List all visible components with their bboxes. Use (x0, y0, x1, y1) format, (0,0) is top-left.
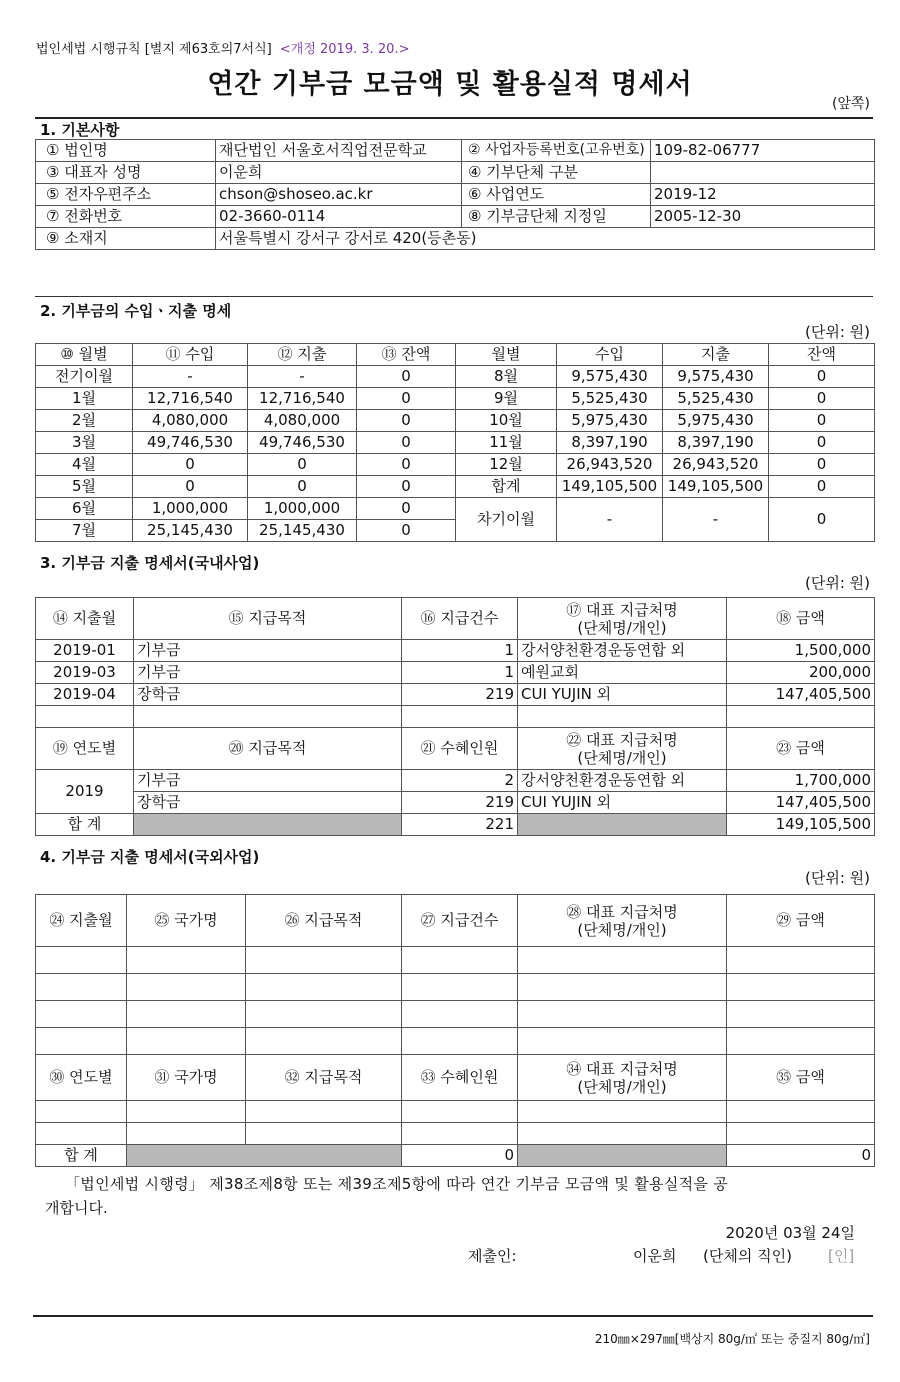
section4-unit: (단위: 원) (805, 869, 870, 887)
cell: 26,943,520 (557, 454, 663, 476)
cell: 0 (248, 476, 357, 498)
col-year: ⑲ 연도별 (36, 728, 134, 770)
col-purpose: ⑮ 지급목적 (134, 598, 402, 640)
cell: 8,397,190 (557, 432, 663, 454)
statement (45, 1172, 860, 1220)
label: ① 법인명 (36, 140, 216, 162)
table-row (36, 366, 875, 388)
cell: 0 (133, 454, 248, 476)
table-row (36, 498, 875, 520)
label: ⑨ 소재지 (36, 228, 216, 250)
cell: 25,145,430 (133, 520, 248, 542)
cell: 1,700,000 (727, 770, 875, 792)
cell: 8,397,190 (663, 432, 769, 454)
label: ⑧ 기부금단체 지정일 (462, 206, 651, 228)
revision-note: <개정 2019. 3. 20.> (279, 42, 410, 57)
shaded-cell (518, 814, 727, 836)
cell: 4,080,000 (248, 410, 357, 432)
cell: 9,575,430 (557, 366, 663, 388)
table-row (36, 432, 875, 454)
cell (402, 1123, 518, 1145)
cell: 0 (769, 366, 875, 388)
col-expense: ⑫ 지출 (248, 344, 357, 366)
cell: 49,746,530 (133, 432, 248, 454)
carry-cell: - (663, 498, 769, 542)
cell: 0 (357, 366, 456, 388)
value: chson@shoseo.ac.kr (216, 184, 462, 206)
cell: 5,975,430 (557, 410, 663, 432)
cell (518, 1001, 727, 1028)
cell (402, 1001, 518, 1028)
recipient-header: ㉒ 대표 지급처명 (566, 730, 678, 749)
cell (246, 1028, 402, 1055)
cell: 4,080,000 (133, 410, 248, 432)
cell: - (133, 366, 248, 388)
cell (727, 974, 875, 1001)
col-expense: 지출 (663, 344, 769, 366)
recipient-header: ⑰ 대표 지급처명 (566, 600, 678, 619)
label: ④ 기부단체 구분 (462, 162, 651, 184)
cell (402, 706, 518, 728)
cell: 5,525,430 (663, 388, 769, 410)
basic-row (36, 206, 875, 228)
col-month: ㉔ 지출월 (36, 895, 127, 947)
table-row (36, 684, 875, 706)
page-title: 연간 기부금 모금액 및 활용실적 명세서 (207, 69, 693, 100)
cell (727, 706, 875, 728)
cell: 12,716,540 (248, 388, 357, 410)
table-row (36, 947, 875, 974)
label: ⑦ 전화번호 (36, 206, 216, 228)
total-row (36, 814, 875, 836)
total-label: 합 계 (36, 814, 134, 836)
section4-title: 4. 기부금 지출 명세서(국외사업) (40, 848, 260, 866)
seal-mark: [인] (828, 1247, 855, 1265)
cell: 5월 (36, 476, 133, 498)
cell (36, 947, 127, 974)
cell: 0 (357, 388, 456, 410)
cell: 2019-03 (36, 662, 134, 684)
col-recipient (518, 1055, 727, 1101)
header-row (36, 728, 875, 770)
cell: 8월 (456, 366, 557, 388)
col-recipient (518, 895, 727, 947)
recipient-subheader: (단체명/개인) (577, 920, 667, 939)
cell: 219 (402, 684, 518, 706)
cell (518, 947, 727, 974)
col-balance: 잔액 (769, 344, 875, 366)
cell: 0 (769, 432, 875, 454)
cell: 0 (357, 432, 456, 454)
section1-title: 1. 기본사항 (40, 121, 120, 139)
value: 109-82-06777 (651, 140, 875, 162)
table-row (36, 388, 875, 410)
cell: 0 (769, 388, 875, 410)
cell: 2019-01 (36, 640, 134, 662)
cell (127, 974, 246, 1001)
cell (127, 947, 246, 974)
col-purpose: ⑳ 지급목적 (134, 728, 402, 770)
page-side: (앞쪽) (832, 96, 870, 112)
recipient-header: ㉞ 대표 지급처명 (566, 1059, 678, 1078)
cell (518, 1123, 727, 1145)
table-row (36, 706, 875, 728)
cell: 강서양천환경운동연합 외 (518, 640, 727, 662)
cell: 0 (357, 410, 456, 432)
cell (727, 1001, 875, 1028)
cell: CUI YUJIN 외 (518, 684, 727, 706)
cell: 기부금 (134, 640, 402, 662)
basic-row (36, 140, 875, 162)
cell: 0 (133, 476, 248, 498)
col-recipient (518, 598, 727, 640)
section3-unit: (단위: 원) (805, 574, 870, 592)
recipient-subheader: (단체명/개인) (577, 748, 667, 767)
cell: 기부금 (134, 770, 402, 792)
cell: 예원교회 (518, 662, 727, 684)
header-row (36, 598, 875, 640)
value: 2019-12 (651, 184, 875, 206)
cell: 12,716,540 (133, 388, 248, 410)
paper-spec: 210㎜×297㎜[백상지 80g/㎡ 또는 중질지 80g/㎡] (594, 1332, 870, 1346)
cell: 0 (248, 454, 357, 476)
total-label: 합 계 (36, 1145, 127, 1167)
cell: 0 (357, 498, 456, 520)
label: ② 사업자등록번호(고유번호) (462, 140, 651, 162)
col-amount: ㉓ 금액 (727, 728, 875, 770)
cell: 3월 (36, 432, 133, 454)
table-row (36, 640, 875, 662)
header-row (36, 1055, 875, 1101)
cell: 0 (357, 476, 456, 498)
table-row (36, 974, 875, 1001)
cell (36, 1123, 127, 1145)
shaded-cell (518, 1145, 727, 1167)
cell: 1 (402, 662, 518, 684)
basic-row (36, 162, 875, 184)
overseas-expense-table (35, 894, 875, 1167)
table-row (36, 792, 875, 814)
col-purpose: ㉜ 지급목적 (246, 1055, 402, 1101)
submitter-position: (단체의 직인) (703, 1247, 792, 1265)
col-month: 월별 (456, 344, 557, 366)
cell: 5,525,430 (557, 388, 663, 410)
cell (246, 1123, 402, 1145)
col-amount: ⑱ 금액 (727, 598, 875, 640)
cell (127, 1001, 246, 1028)
col-amount: ㉟ 금액 (727, 1055, 875, 1101)
col-beneficiaries: ㉑ 수혜인원 (402, 728, 518, 770)
cell (36, 1028, 127, 1055)
label: ⑥ 사업연도 (462, 184, 651, 206)
cell: 9월 (456, 388, 557, 410)
value: 02-3660-0114 (216, 206, 462, 228)
cell: 전기이월 (36, 366, 133, 388)
cell (246, 1101, 402, 1123)
total-row (36, 1145, 875, 1167)
cell: 9,575,430 (663, 366, 769, 388)
cell: 219 (402, 792, 518, 814)
cell (36, 1101, 127, 1123)
value: 재단법인 서울호서직업전문학교 (216, 140, 462, 162)
header-row (36, 344, 875, 366)
section2-unit: (단위: 원) (805, 323, 870, 341)
cell: 0 (769, 410, 875, 432)
cell: 기부금 (134, 662, 402, 684)
value: 이운희 (216, 162, 462, 184)
total-count: 0 (402, 1145, 518, 1167)
cell (134, 706, 402, 728)
carry-cell: 차기이월 (456, 498, 557, 542)
submission-date: 2020년 03월 24일 (725, 1224, 855, 1242)
cell (518, 706, 727, 728)
cell: 0 (769, 476, 875, 498)
recipient-header: ㉘ 대표 지급처명 (566, 902, 678, 921)
col-balance: ⑬ 잔액 (357, 344, 456, 366)
cell: 2 (402, 770, 518, 792)
col-country: ㉛ 국가명 (127, 1055, 246, 1101)
cell: 2019-04 (36, 684, 134, 706)
cell: 7월 (36, 520, 133, 542)
col-recipient (518, 728, 727, 770)
statement-line2: 개합니다. (45, 1199, 108, 1217)
table-row (36, 1028, 875, 1055)
carry-cell: 0 (769, 498, 875, 542)
total-count: 221 (402, 814, 518, 836)
income-expense-table (35, 343, 875, 542)
cell: 0 (357, 454, 456, 476)
cell (36, 706, 134, 728)
col-beneficiaries: ㉝ 수혜인원 (402, 1055, 518, 1101)
cell: 5,975,430 (663, 410, 769, 432)
cell (727, 1123, 875, 1145)
cell: - (248, 366, 357, 388)
cell: 6월 (36, 498, 133, 520)
cell (727, 947, 875, 974)
cell: 11월 (456, 432, 557, 454)
cell: 1 (402, 640, 518, 662)
cell (402, 1101, 518, 1123)
cell (127, 1123, 246, 1145)
cell (402, 1028, 518, 1055)
carry-cell: - (557, 498, 663, 542)
cell (246, 974, 402, 1001)
total-amount: 149,105,500 (727, 814, 875, 836)
col-year: ㉚ 연도별 (36, 1055, 127, 1101)
col-count: ⑯ 지급건수 (402, 598, 518, 640)
submitter-label: 제출인: (468, 1247, 517, 1265)
cell (127, 1028, 246, 1055)
col-count: ㉗ 지급건수 (402, 895, 518, 947)
col-purpose: ㉖ 지급목적 (246, 895, 402, 947)
col-income: ⑪ 수입 (133, 344, 248, 366)
cell: 0 (357, 520, 456, 542)
cell (727, 1028, 875, 1055)
col-amount: ㉙ 금액 (727, 895, 875, 947)
col-country: ㉕ 국가명 (127, 895, 246, 947)
total-amount: 0 (727, 1145, 875, 1167)
cell: 1,500,000 (727, 640, 875, 662)
cell: 장학금 (134, 684, 402, 706)
cell (518, 1101, 727, 1123)
address-value: 서울특별시 강서구 강서로 420(등촌동) (216, 228, 875, 250)
submitter-name: 이운희 (633, 1247, 677, 1265)
cell (246, 1001, 402, 1028)
cell (518, 1028, 727, 1055)
cell (402, 974, 518, 1001)
label: ⑤ 전자우편주소 (36, 184, 216, 206)
submitter-line (468, 1245, 863, 1266)
cell (518, 974, 727, 1001)
cell: 4월 (36, 454, 133, 476)
table-row (36, 1001, 875, 1028)
table-row (36, 1101, 875, 1123)
basic-row (36, 228, 875, 250)
cell (127, 1101, 246, 1123)
cell (246, 947, 402, 974)
cell: 0 (769, 454, 875, 476)
form-reference (36, 38, 409, 57)
table-row (36, 662, 875, 684)
cell: 10월 (456, 410, 557, 432)
shaded-cell (127, 1145, 402, 1167)
cell: 49,746,530 (248, 432, 357, 454)
cell: CUI YUJIN 외 (518, 792, 727, 814)
cell (402, 947, 518, 974)
cell: 26,943,520 (663, 454, 769, 476)
recipient-subheader: (단체명/개인) (577, 1077, 667, 1096)
cell: 1월 (36, 388, 133, 410)
cell: 12월 (456, 454, 557, 476)
cell: 1,000,000 (133, 498, 248, 520)
cell (36, 974, 127, 1001)
domestic-expense-table (35, 597, 875, 836)
shaded-cell (134, 814, 402, 836)
cell: 147,405,500 (727, 792, 875, 814)
table-row (36, 476, 875, 498)
cell: 200,000 (727, 662, 875, 684)
cell: 149,105,500 (557, 476, 663, 498)
table-row (36, 1123, 875, 1145)
basic-row (36, 184, 875, 206)
label: ③ 대표자 성명 (36, 162, 216, 184)
cell: 장학금 (134, 792, 402, 814)
cell: 149,105,500 (663, 476, 769, 498)
col-month: ⑩ 월별 (36, 344, 133, 366)
table-row (36, 454, 875, 476)
section2-title: 2. 기부금의 수입ㆍ지출 명세 (40, 302, 232, 320)
col-income: 수입 (557, 344, 663, 366)
cell: 2월 (36, 410, 133, 432)
cell: 147,405,500 (727, 684, 875, 706)
value: 2005-12-30 (651, 206, 875, 228)
recipient-subheader: (단체명/개인) (577, 618, 667, 637)
cell: 강서양천환경운동연합 외 (518, 770, 727, 792)
cell (36, 1001, 127, 1028)
table-row (36, 410, 875, 432)
cell: 합계 (456, 476, 557, 498)
cell: 1,000,000 (248, 498, 357, 520)
value (651, 162, 875, 184)
section3-title: 3. 기부금 지출 명세서(국내사업) (40, 554, 260, 572)
year-cell: 2019 (36, 770, 134, 814)
form-ref-text: 법인세법 시행규칙 [별지 제63호의7서식] (36, 42, 272, 57)
table-row (36, 770, 875, 792)
col-month: ⑭ 지출월 (36, 598, 134, 640)
cell (727, 1101, 875, 1123)
statement-line1: 「법인세법 시행령」 제38조제8항 또는 제39조제5항에 따라 연간 기부금 모금액 및 활용실적을 공 (65, 1175, 729, 1193)
cell: 25,145,430 (248, 520, 357, 542)
basic-info-table (35, 139, 875, 250)
header-row (36, 895, 875, 947)
